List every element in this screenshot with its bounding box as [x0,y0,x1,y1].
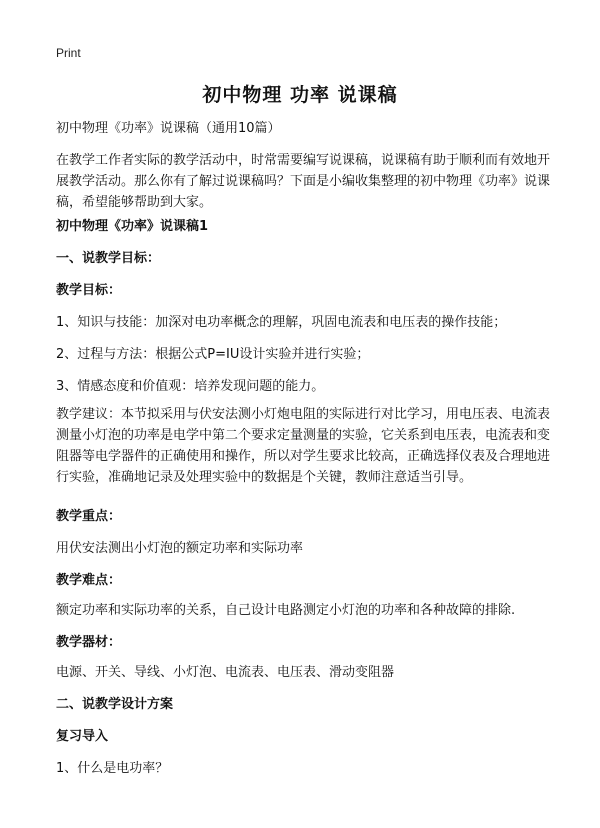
heading-teaching-objectives: 一、说教学目标： [56,251,161,266]
difficult-points-text: 额定功率和实际功率的关系，自己设计电路测定小灯泡的功率和各种故障的排除. [56,603,516,618]
section-heading: 初中物理《功率》说课稿1 [56,219,209,234]
goal-item: 3、情感态度和价值观：培养发现问题的能力。 [56,379,325,394]
equipment-text: 电源、开关、导线、小灯泡、电流表、电压表、滑动变阻器 [56,665,395,680]
heading-key-points: 教学重点： [56,509,122,524]
heading-design-plan: 二、说教学设计方案 [56,697,174,712]
heading-review-intro: 复习导入 [56,729,109,744]
page-title: 初中物理 功率 说课稿 [202,84,398,106]
question-item: 1、什么是电功率？ [56,761,169,776]
key-points-text: 用伏安法测出小灯泡的额定功率和实际功率 [56,541,304,556]
print-link[interactable]: Print [56,46,81,60]
teaching-suggestion-paragraph: 教学建议：本节拟采用与伏安法测小灯炮电阻的实际进行对比学习，用电压表、电流表测量小灯泡的功率是电学中第二个要求定量测量的实验，它关系到电压表，电流表和变阻器等电学器件的正确使用和操作，所以对学生要求比较高，正确选择仪表及合理地进行实验，准确地记录及处理实验中的数据是个关键，教师注意适当引导。 [56,407,551,485]
goal-item: 2、过程与方法：根据公式P=IU设计实验并进行实验； [56,347,370,362]
heading-difficult-points: 教学难点： [56,573,122,588]
document-subtitle: 初中物理《功率》说课稿（通用10篇） [56,121,281,136]
intro-paragraph: 在教学工作者实际的教学活动中，时常需要编写说课稿，说课稿有助于顺利而有效地开展教学活动。那么你有了解过说课稿吗？下面是小编收集整理的初中物理《功率》说课稿，希望能够帮助到大家。 [56,153,551,210]
heading-goals: 教学目标： [56,283,122,298]
heading-equipment: 教学器材： [56,635,122,650]
goal-item: 1、知识与技能：加深对电功率概念的理解，巩固电流表和电压表的操作技能； [56,315,507,330]
